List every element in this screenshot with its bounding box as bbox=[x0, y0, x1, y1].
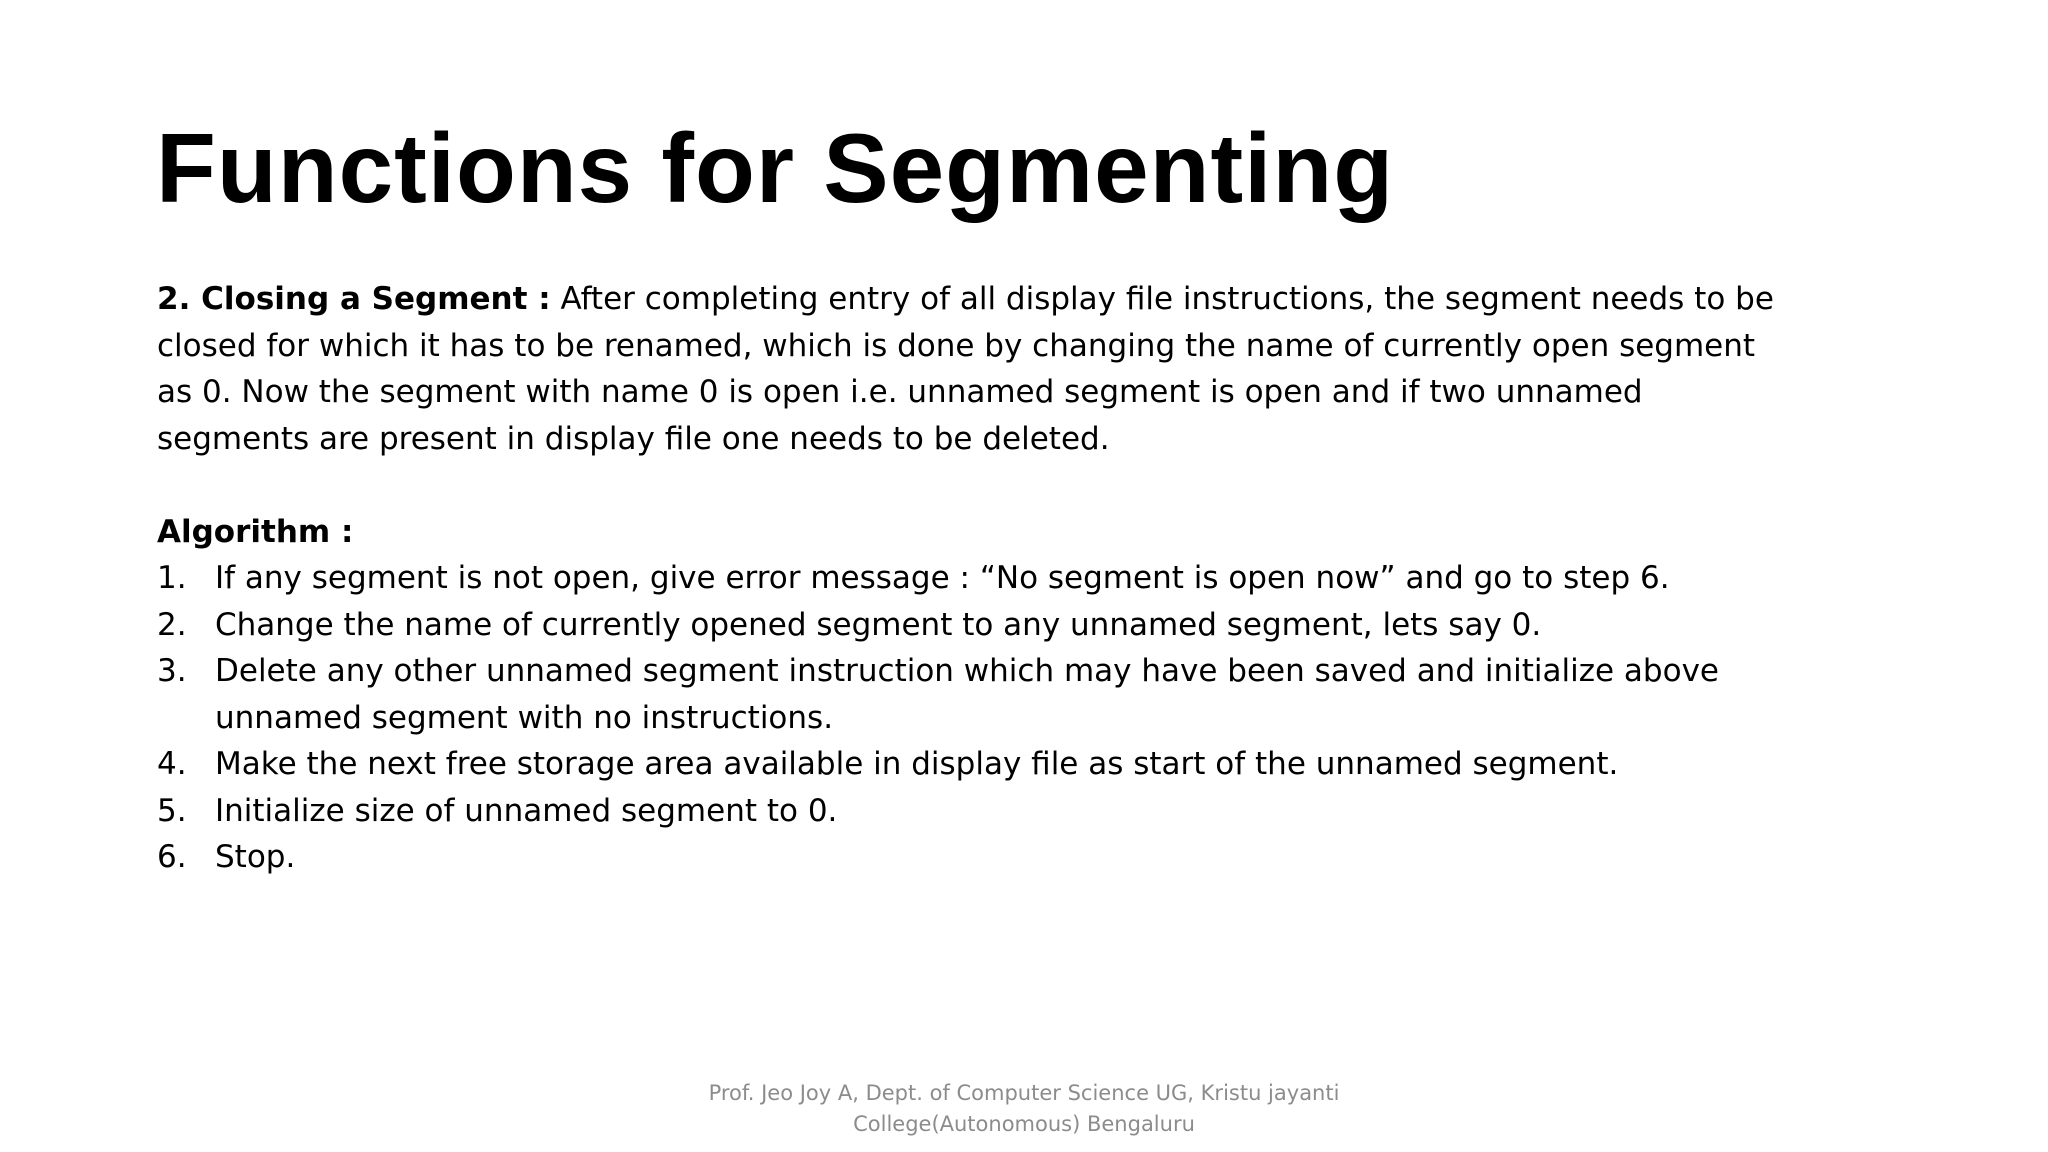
intro-paragraph bbox=[157, 276, 1797, 462]
step-text: If any segment is not open, give error message : “No segment is open now” and go to step 6. bbox=[215, 560, 1670, 596]
step-number: 3. bbox=[157, 653, 187, 689]
algorithm-step bbox=[157, 602, 1797, 649]
algorithm-step bbox=[157, 834, 1797, 881]
slide-title: Functions for Segmenting bbox=[156, 113, 1395, 223]
footer-line-1: Prof. Jeo Joy A, Dept. of Computer Science UG, Kristu jayanti bbox=[708, 1081, 1340, 1105]
step-number: 4. bbox=[157, 746, 187, 782]
step-text: Change the name of currently opened segment to any unnamed segment, lets say 0. bbox=[215, 606, 1542, 643]
paragraph-text: After completing entry of all display file instructions, the segment needs to be closed for which it has to be renamed, which is done by changing the name of currently open segment as 0. Now the segment with name 0 is open i.e. unnamed segment is open and if two unnamed segments are present in display file one needs to be deleted. bbox=[157, 281, 1774, 457]
step-number: 2. bbox=[157, 606, 187, 643]
algorithm-step bbox=[157, 741, 1797, 788]
step-number: 1. bbox=[157, 560, 187, 596]
slide-footer bbox=[0, 1078, 2048, 1140]
algorithm-heading: Algorithm : bbox=[157, 513, 354, 550]
algorithm-steps bbox=[157, 555, 1797, 881]
algorithm-step bbox=[157, 648, 1797, 741]
algorithm-step bbox=[157, 555, 1797, 602]
step-number: 5. bbox=[157, 792, 187, 829]
step-text: Make the next free storage area available in display file as start of the unnamed segment. bbox=[215, 746, 1619, 782]
algorithm-step bbox=[157, 788, 1797, 835]
footer-line-2: College(Autonomous) Bengaluru bbox=[853, 1112, 1195, 1136]
step-text: Initialize size of unnamed segment to 0. bbox=[215, 792, 838, 829]
step-number: 6. bbox=[157, 839, 187, 875]
slide-body bbox=[157, 276, 1797, 881]
paragraph-lead: 2. Closing a Segment : bbox=[157, 281, 551, 317]
step-text: Stop. bbox=[215, 839, 296, 875]
step-text: Delete any other unnamed segment instruction which may have been saved and initialize above unnamed segment with no instructions. bbox=[215, 653, 1719, 736]
